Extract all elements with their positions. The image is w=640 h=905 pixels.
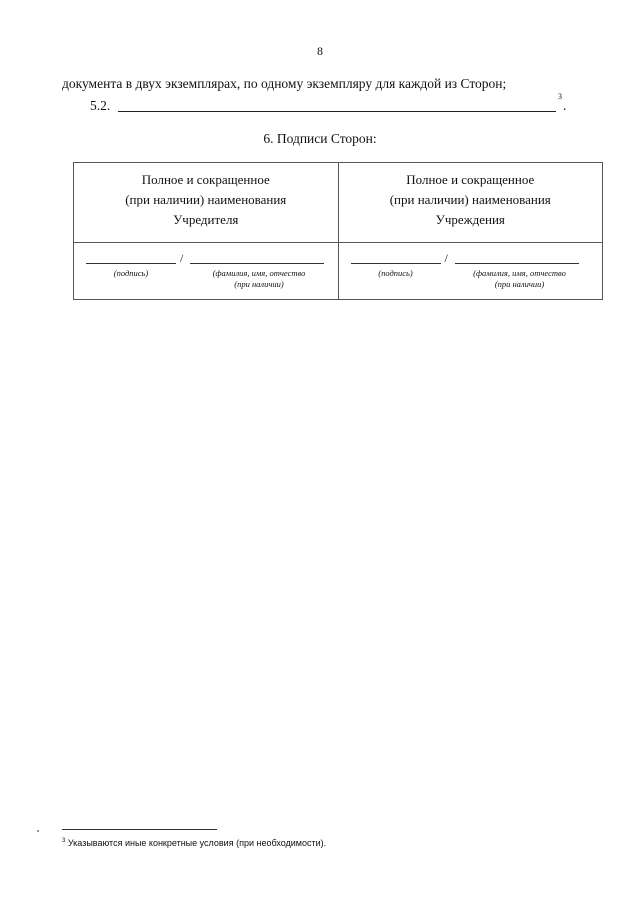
institution-header-cell xyxy=(338,163,603,243)
founder-slash: / xyxy=(180,251,184,265)
founder-signature-cell xyxy=(74,243,339,300)
page-number: 8 xyxy=(317,44,323,58)
blank-fill-line xyxy=(118,111,556,112)
founder-signature-line xyxy=(86,263,176,264)
footnote-text: Указываются иные конкретные условия (при необходимости). xyxy=(67,838,327,848)
scan-mark xyxy=(37,830,39,832)
founder-header-cell xyxy=(74,163,339,243)
institution-signature-line xyxy=(351,263,441,264)
footnote-separator xyxy=(62,829,217,830)
founder-name-caption-line-2: (при наличии) xyxy=(234,279,284,289)
body-text-line-1: документа в двух экземплярах, по одному экземпляру для каждой из Сторон; xyxy=(62,76,507,91)
footnote xyxy=(62,838,326,848)
founder-name-caption-line-1: (фамилия, имя, отчество xyxy=(212,268,306,278)
institution-name-line xyxy=(455,263,579,264)
footnote-marker: 3 xyxy=(62,838,66,844)
institution-name-caption-line-2: (при наличии) xyxy=(494,279,545,289)
institution-header-line-1: Полное и сокращенное xyxy=(406,172,535,187)
institution-sign-caption: (подпись) xyxy=(378,268,413,278)
institution-header-line-2: (при наличии) наименования xyxy=(389,192,551,207)
institution-signature-cell xyxy=(338,243,603,300)
footnote-reference: 3 xyxy=(558,92,562,101)
founder-name-line xyxy=(190,263,324,264)
founder-sign-caption: (подпись) xyxy=(113,268,149,278)
founder-header-line-1: Полное и сокращенное xyxy=(141,172,270,187)
founder-header-line-3: Учредителя xyxy=(173,212,239,227)
clause-period: . xyxy=(563,98,567,113)
institution-header-line-3: Учреждения xyxy=(435,212,505,227)
signature-table xyxy=(73,162,603,300)
clause-number: 5.2. xyxy=(90,98,111,113)
section-heading: 6. Подписи Сторон: xyxy=(263,131,377,146)
founder-header-line-2: (при наличии) наименования xyxy=(125,192,287,207)
institution-name-caption-line-1: (фамилия, имя, отчество xyxy=(473,268,566,278)
institution-slash: / xyxy=(444,251,448,265)
